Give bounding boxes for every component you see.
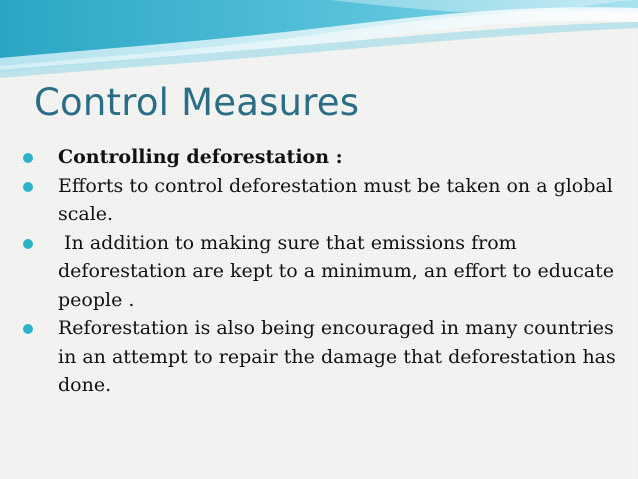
bullet-item (20, 172, 620, 229)
bullet-dot-icon (23, 239, 33, 249)
bullet-dot-icon (23, 182, 33, 192)
bullet-text: Reforestation is also being encouraged in many countries in an attempt to repair the damage that deforestation has done. (58, 317, 616, 396)
bullet-item (20, 229, 620, 315)
bullet-item (20, 314, 620, 400)
bullet-dot-icon (23, 324, 33, 334)
bullet-list (20, 143, 620, 400)
slide-title: Control Measures (34, 81, 360, 124)
bullet-item (20, 143, 620, 172)
bullet-dot-icon (23, 153, 33, 163)
bullet-text: Efforts to control deforestation must be taken on a global scale. (58, 174, 613, 225)
bullet-text: Controlling deforestation : (58, 146, 343, 168)
bullet-text: In addition to making sure that emissions from deforestation are kept to a minimum, an effort to educate people . (58, 231, 621, 311)
header-wave-decoration (0, 0, 638, 80)
